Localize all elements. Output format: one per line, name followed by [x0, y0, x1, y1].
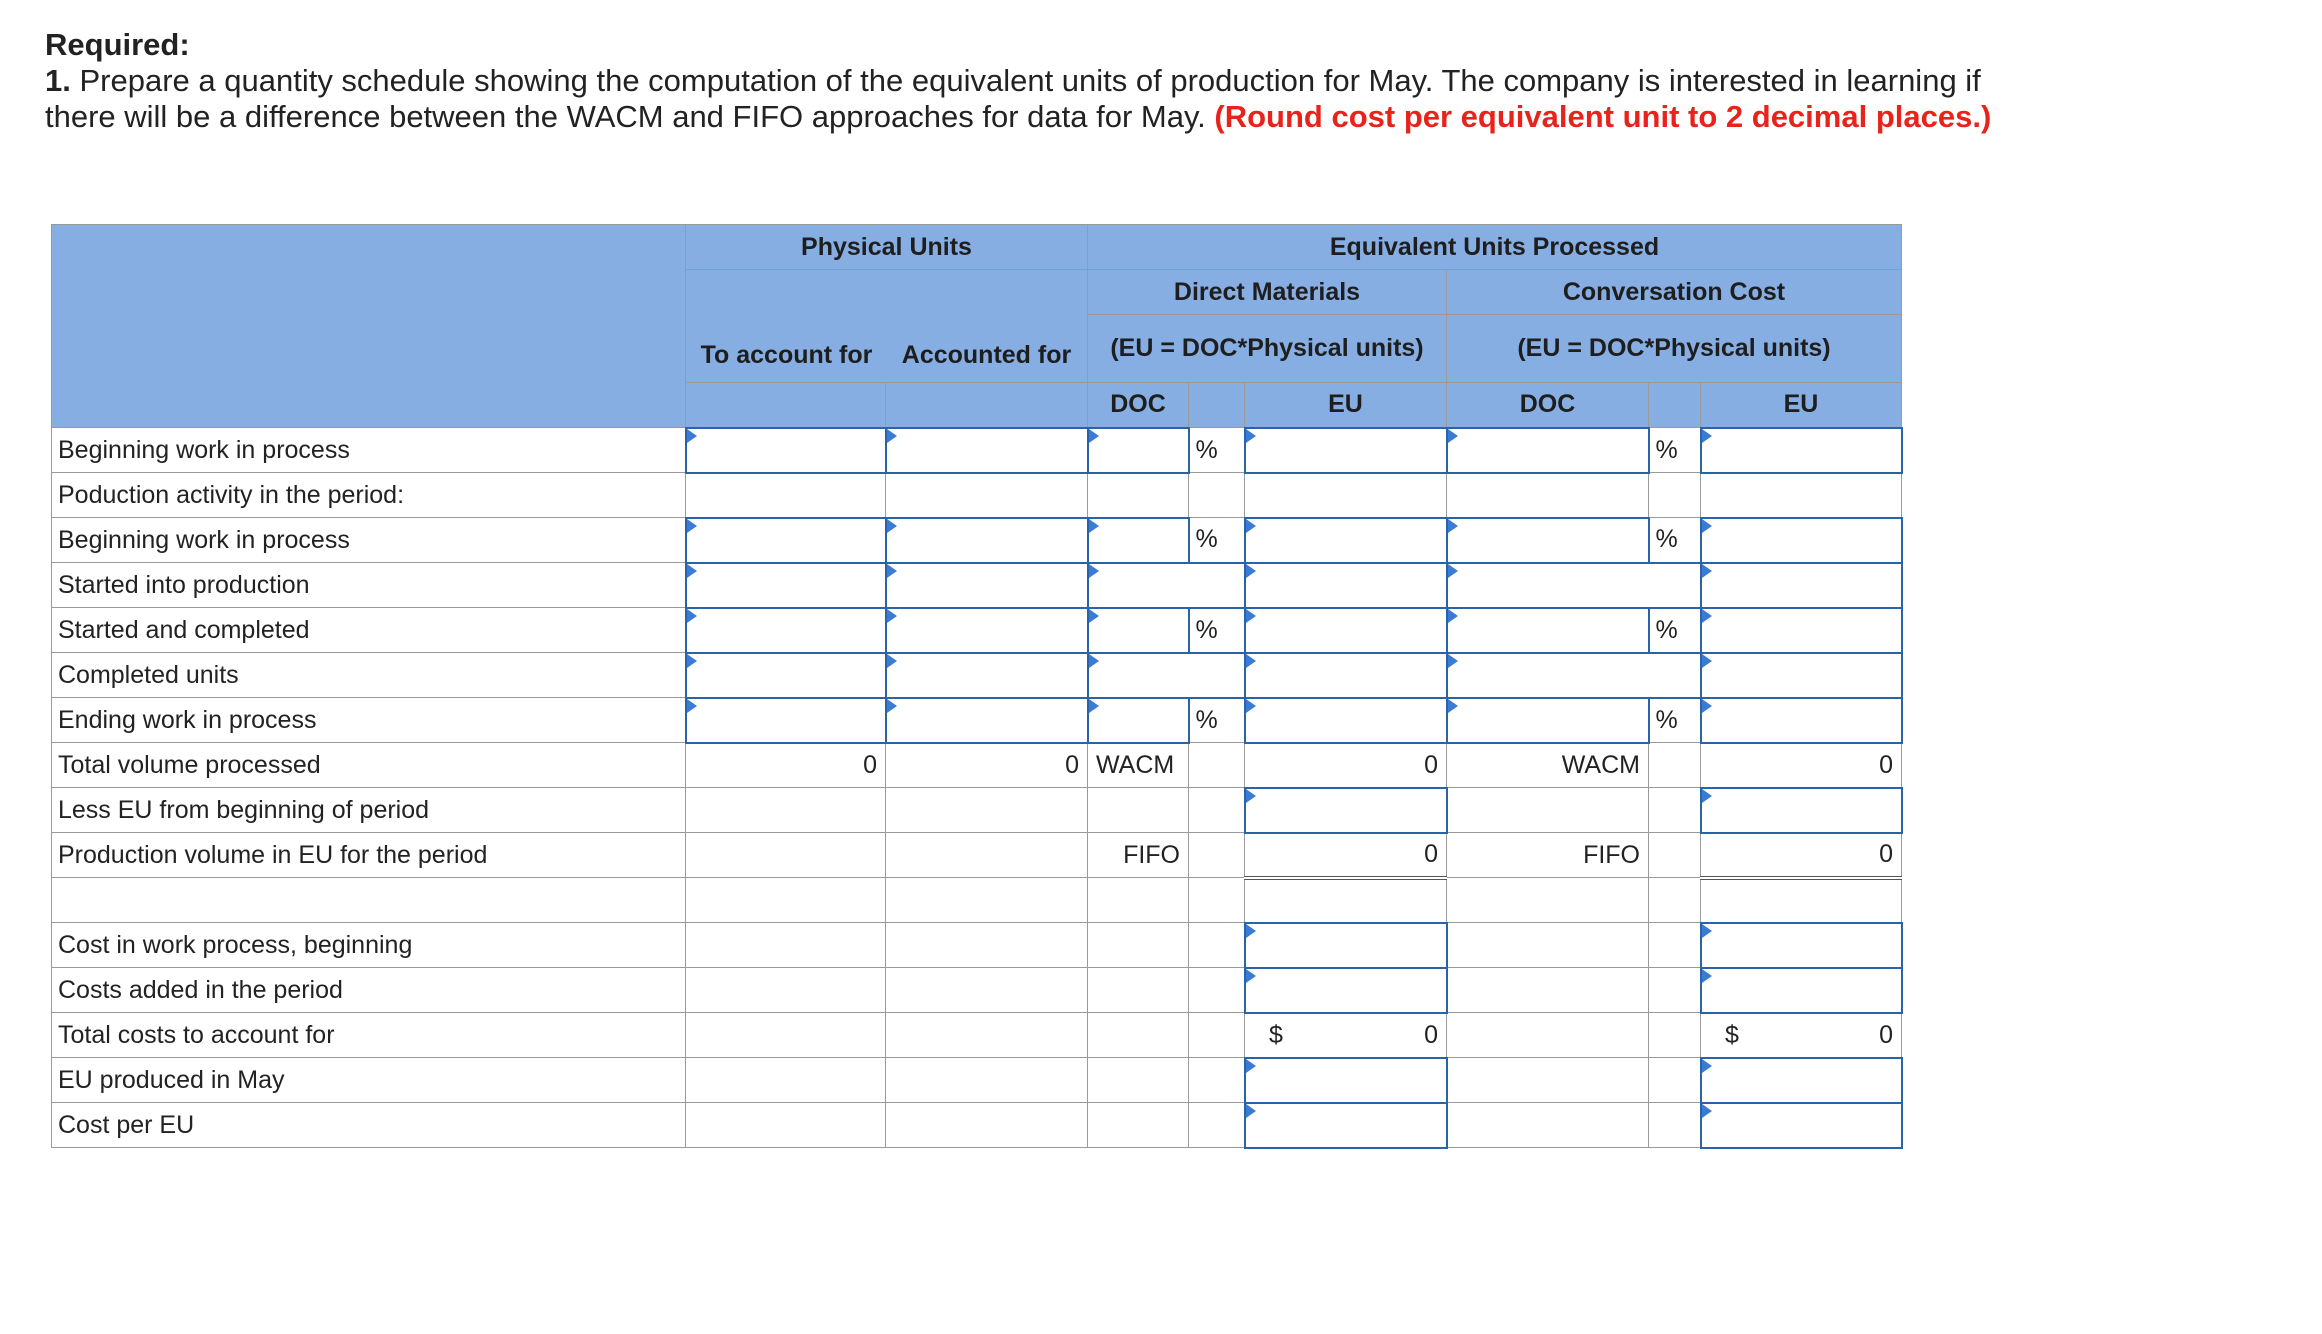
percent-sign: % — [1649, 608, 1701, 653]
conversion-cost-header: Conversation Cost — [1447, 270, 1902, 315]
rounding-note: (Round cost per equivalent unit to 2 decimal places.) — [1214, 99, 1992, 134]
sc-to-account-input[interactable] — [686, 608, 886, 653]
total-cost-dm-amount: 0 — [1424, 1020, 1438, 1049]
row-label: Beginning work in process — [52, 428, 686, 473]
instruction-body: Prepare a quantity schedule showing the computation of the equivalent units of production for May. The company is interested in learning if there will be a difference between the WACM and FIFO approaches for data for May. — [45, 63, 1981, 134]
bwip2-doc-cc-input[interactable] — [1447, 518, 1649, 563]
accounted-for-header: Accounted for — [901, 341, 1072, 369]
row-label: Production volume in EU for the period — [52, 833, 686, 878]
cu-accounted-input[interactable] — [886, 653, 1088, 698]
row-label: Poduction activity in the period: — [52, 473, 686, 518]
bwip-doc-cc-input[interactable] — [1447, 428, 1649, 473]
table-row — [52, 698, 1902, 743]
table-row — [52, 1103, 1902, 1148]
row-label: Total costs to account for — [52, 1013, 686, 1058]
physical-units-header: Physical Units — [686, 225, 1088, 270]
doc-cc-header: DOC — [1447, 383, 1649, 428]
total-to-account-value: 0 — [686, 743, 886, 788]
required-heading: Required: — [45, 27, 190, 62]
table-row — [52, 743, 1902, 788]
row-label: Costs added in the period — [52, 968, 686, 1013]
less-eu-cc-input[interactable] — [1701, 788, 1902, 833]
row-label: Ending work in process — [52, 698, 686, 743]
eu-formula-cc: (EU = DOC*Physical units) — [1447, 315, 1902, 383]
fifo-label-cc: FIFO — [1447, 833, 1649, 878]
bwip2-doc-dm-input[interactable] — [1088, 518, 1189, 563]
eu-cc-header: EU — [1701, 383, 1902, 428]
percent-sign: % — [1189, 518, 1245, 563]
bwip-eu-cc-input[interactable] — [1701, 428, 1902, 473]
total-eu-cc-value: 0 — [1701, 743, 1902, 788]
costs-added-cc-input[interactable] — [1701, 968, 1902, 1013]
ewip-eu-cc-input[interactable] — [1701, 698, 1902, 743]
cu-eu-dm-input[interactable] — [1245, 653, 1447, 698]
row-label: Completed units — [52, 653, 686, 698]
eu-formula-dm: (EU = DOC*Physical units) — [1088, 315, 1447, 383]
table-row — [52, 473, 1902, 518]
percent-sign: % — [1189, 428, 1245, 473]
cost-bwip-cc-input[interactable] — [1701, 923, 1902, 968]
table-row — [52, 923, 1902, 968]
row-label: Cost in work process, beginning — [52, 923, 686, 968]
row-label: Started and completed — [52, 608, 686, 653]
total-eu-dm-value: 0 — [1245, 743, 1447, 788]
instruction-text — [45, 63, 2045, 135]
percent-sign: % — [1649, 698, 1701, 743]
dollar-sign: $ — [1725, 1020, 1739, 1049]
bwip-to-account-input[interactable] — [686, 428, 886, 473]
cost-per-eu-dm-input[interactable] — [1245, 1103, 1447, 1148]
to-account-for-header: To account for — [700, 341, 873, 369]
bwip-eu-dm-input[interactable] — [1245, 428, 1447, 473]
bwip2-eu-cc-input[interactable] — [1701, 518, 1902, 563]
cost-bwip-dm-input[interactable] — [1245, 923, 1447, 968]
table-row — [52, 608, 1902, 653]
row-label: Less EU from beginning of period — [52, 788, 686, 833]
eu-dm-header: EU — [1245, 383, 1447, 428]
table-row — [52, 428, 1902, 473]
total-cost-cc-value — [1701, 1013, 1902, 1058]
wacm-label-dm: WACM — [1088, 743, 1189, 788]
cu-eu-cc-input[interactable] — [1701, 653, 1902, 698]
sc-eu-dm-input[interactable] — [1245, 608, 1447, 653]
table-row — [52, 878, 1902, 923]
cu-doc-cc-input[interactable] — [1447, 653, 1701, 698]
cu-to-account-input[interactable] — [686, 653, 886, 698]
row-label: Beginning work in process — [52, 518, 686, 563]
started-eu-cc-input[interactable] — [1701, 563, 1902, 608]
ewip-accounted-input[interactable] — [886, 698, 1088, 743]
table-row — [52, 788, 1902, 833]
instructions — [45, 27, 2045, 135]
item-number: 1. — [45, 63, 71, 98]
ewip-to-account-input[interactable] — [686, 698, 886, 743]
bwip2-eu-dm-input[interactable] — [1245, 518, 1447, 563]
row-label: Total volume processed — [52, 743, 686, 788]
total-cost-cc-amount: 0 — [1879, 1020, 1893, 1049]
eu-produced-dm-input[interactable] — [1245, 1058, 1447, 1103]
table-row — [52, 653, 1902, 698]
row-label: Cost per EU — [52, 1103, 686, 1148]
started-accounted-input[interactable] — [886, 563, 1088, 608]
table-row — [52, 968, 1902, 1013]
fifo-label-dm: FIFO — [1088, 833, 1189, 878]
sc-eu-cc-input[interactable] — [1701, 608, 1902, 653]
prod-eu-cc-value: 0 — [1701, 833, 1902, 878]
total-cost-dm-value — [1245, 1013, 1447, 1058]
direct-materials-header: Direct Materials — [1088, 270, 1447, 315]
eu-processed-header: Equivalent Units Processed — [1088, 225, 1902, 270]
started-doc-dm-input[interactable] — [1088, 563, 1245, 608]
ewip-doc-cc-input[interactable] — [1447, 698, 1649, 743]
cu-doc-dm-input[interactable] — [1088, 653, 1245, 698]
quantity-schedule-table — [51, 224, 1903, 1149]
total-accounted-value: 0 — [886, 743, 1088, 788]
row-label: EU produced in May — [52, 1058, 686, 1103]
started-to-account-input[interactable] — [686, 563, 886, 608]
wacm-label-cc: WACM — [1447, 743, 1649, 788]
percent-sign: % — [1649, 428, 1701, 473]
bwip2-accounted-input[interactable] — [886, 518, 1088, 563]
started-doc-cc-input[interactable] — [1447, 563, 1701, 608]
table-row — [52, 1013, 1902, 1058]
bwip2-to-account-input[interactable] — [686, 518, 886, 563]
percent-sign: % — [1189, 698, 1245, 743]
percent-sign: % — [1649, 518, 1701, 563]
dollar-sign: $ — [1269, 1020, 1283, 1049]
less-eu-dm-input[interactable] — [1245, 788, 1447, 833]
started-eu-dm-input[interactable] — [1245, 563, 1447, 608]
bwip-accounted-input[interactable] — [886, 428, 1088, 473]
ewip-eu-dm-input[interactable] — [1245, 698, 1447, 743]
table-row — [52, 563, 1902, 608]
doc-dm-header: DOC — [1088, 383, 1189, 428]
table-row — [52, 833, 1902, 878]
sc-accounted-input[interactable] — [886, 608, 1088, 653]
sc-doc-dm-input[interactable] — [1088, 608, 1189, 653]
percent-sign: % — [1189, 608, 1245, 653]
ewip-doc-dm-input[interactable] — [1088, 698, 1189, 743]
header-row-1 — [52, 225, 1902, 270]
eu-produced-cc-input[interactable] — [1701, 1058, 1902, 1103]
bwip-doc-dm-input[interactable] — [1088, 428, 1189, 473]
prod-eu-dm-value: 0 — [1245, 833, 1447, 878]
costs-added-dm-input[interactable] — [1245, 968, 1447, 1013]
cost-per-eu-cc-input[interactable] — [1701, 1103, 1902, 1148]
row-label: Started into production — [52, 563, 686, 608]
table-row — [52, 1058, 1902, 1103]
sc-doc-cc-input[interactable] — [1447, 608, 1649, 653]
table-row — [52, 518, 1902, 563]
